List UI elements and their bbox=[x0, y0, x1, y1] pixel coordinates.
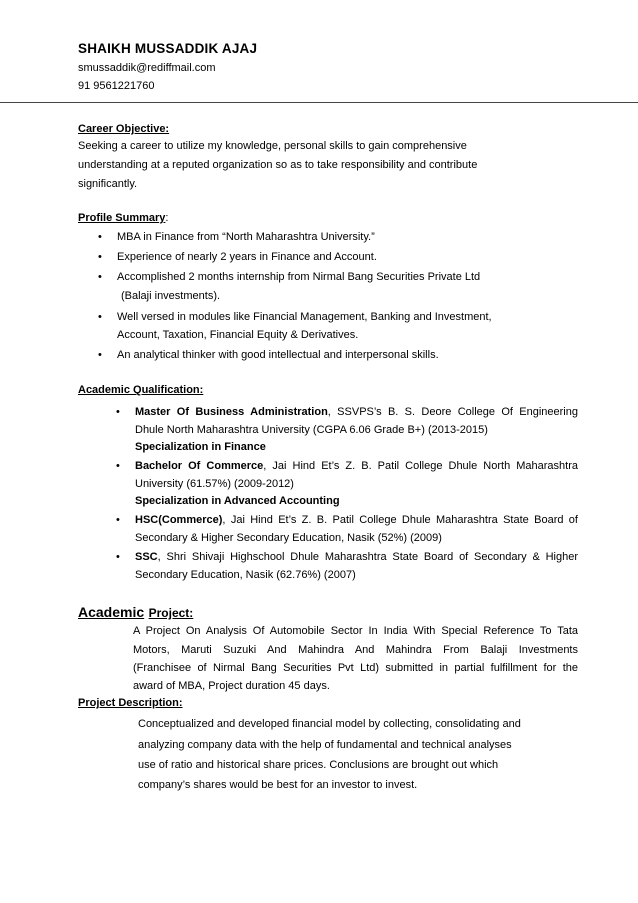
profile-summary-colon: : bbox=[165, 212, 169, 224]
bullet-icon: • bbox=[116, 406, 120, 418]
profile-summary-item-text: Experience of nearly 2 years in Finance and Account. bbox=[117, 251, 377, 263]
academic-project-heading-part2: Project: bbox=[148, 606, 194, 620]
academic-project-heading bbox=[78, 604, 193, 622]
academic-project-line-4: award of MBA, Project duration 45 days. bbox=[133, 680, 330, 692]
bullet-icon: • bbox=[98, 311, 102, 323]
candidate-phone: 91 9561221760 bbox=[78, 80, 155, 92]
bullet-icon: • bbox=[98, 349, 102, 361]
qualification-degree: Master Of Business Administration bbox=[135, 406, 328, 418]
academic-project-line-2: Motors, Maruti Suzuki And Mahindra And Mahindra From Balaji Investments bbox=[133, 644, 578, 656]
career-objective-heading: Career Objective: bbox=[78, 123, 170, 135]
qualification-detail: University (61.57%) (2009-2012) bbox=[135, 478, 294, 490]
career-objective-line-3: significantly. bbox=[78, 178, 138, 190]
profile-summary-item-text: MBA in Finance from “North Maharashtra University.” bbox=[117, 231, 375, 243]
academic-project-heading-part1: Academic bbox=[78, 604, 145, 620]
project-description-heading: Project Description: bbox=[78, 697, 183, 709]
bullet-icon: • bbox=[98, 251, 102, 263]
project-description-line-1: Conceptualized and developed financial model by collecting, consolidating and bbox=[138, 718, 521, 730]
qualification-specialization-text: Specialization in Advanced Accounting bbox=[135, 495, 340, 507]
academic-qualification-heading: Academic Qualification: bbox=[78, 384, 204, 396]
qualification-institution: , Jai Hind Et’s Z. B. Patil College Dhule North Maharashtra bbox=[263, 460, 579, 472]
qualification-institution: , Shri Shivaji Highschool Dhule Maharashtra State Board of Secondary & Higher bbox=[157, 551, 578, 563]
qualification-specialization-text: Specialization in Finance bbox=[135, 441, 266, 453]
qualification-institution: , SSVPS’s B. S. Deore College Of Engineering bbox=[327, 406, 578, 418]
qualification-institution: , Jai Hind Et’s Z. B. Patil College Dhule Maharashtra State Board of bbox=[222, 514, 578, 526]
profile-summary-heading-row bbox=[78, 209, 168, 228]
profile-summary-item-text: Accomplished 2 months internship from Nirmal Bang Securities Private Ltd bbox=[117, 271, 481, 283]
profile-summary-item bbox=[98, 268, 481, 287]
qualification-item bbox=[116, 548, 578, 567]
qualification-specialization bbox=[135, 438, 266, 457]
profile-summary-item bbox=[98, 346, 439, 365]
qualification-degree: SSC bbox=[135, 551, 158, 563]
profile-summary-heading: Profile Summary bbox=[78, 212, 166, 224]
qualification-degree: Bachelor Of Commerce bbox=[135, 460, 264, 472]
project-description-line-4: company’s shares would be best for an investor to invest. bbox=[138, 779, 418, 791]
bullet-icon: • bbox=[116, 551, 120, 563]
qualification-item bbox=[116, 511, 578, 530]
profile-summary-item-text: Well versed in modules like Financial Management, Banking and Investment, bbox=[117, 311, 492, 323]
profile-summary-item bbox=[98, 228, 375, 247]
header-divider bbox=[0, 102, 638, 103]
profile-summary-item-text: An analytical thinker with good intellectual and interpersonal skills. bbox=[117, 349, 439, 361]
project-description-line-3: use of ratio and historical share prices. Conclusions are brought out which bbox=[138, 759, 499, 771]
career-objective-line-1: Seeking a career to utilize my knowledge, personal skills to gain comprehensive bbox=[78, 140, 467, 152]
profile-summary-item-continuation: (Balaji investments). bbox=[121, 290, 221, 302]
qualification-specialization bbox=[135, 492, 340, 511]
bullet-icon: • bbox=[116, 514, 120, 526]
profile-summary-item bbox=[98, 308, 492, 327]
career-objective-line-2: understanding at a reputed organization so as to take responsibility and contribute bbox=[78, 159, 478, 171]
qualification-detail: Secondary & Higher Secondary Education, Nasik (52%) (2009) bbox=[135, 532, 442, 544]
bullet-icon: • bbox=[98, 271, 102, 283]
qualification-detail: Dhule North Maharashtra University (CGPA 6.06 Grade B+) (2013-2015) bbox=[135, 424, 488, 436]
academic-project-line-1: A Project On Analysis Of Automobile Sector In India With Special Reference To Tata bbox=[133, 625, 578, 637]
qualification-item bbox=[116, 403, 578, 422]
bullet-icon: • bbox=[116, 460, 120, 472]
bullet-icon: • bbox=[98, 231, 102, 243]
qualification-detail: Secondary Education, Nasik (62.76%) (2007) bbox=[135, 569, 356, 581]
qualification-degree: HSC(Commerce) bbox=[135, 514, 223, 526]
candidate-name: SHAIKH MUSSADDIK AJAJ bbox=[78, 41, 258, 56]
candidate-email: smussaddik@rediffmail.com bbox=[78, 62, 216, 74]
academic-project-line-3: (Franchisee of Nirmal Bang Securities Pvt Ltd) submitted in partial fulfillment for the bbox=[133, 662, 578, 674]
project-description-line-2: analyzing company data with the help of fundamental and technical analyses bbox=[138, 739, 512, 751]
profile-summary-item-continuation: Account, Taxation, Financial Equity & Derivatives. bbox=[117, 329, 359, 341]
qualification-item bbox=[116, 457, 579, 476]
profile-summary-item bbox=[98, 248, 377, 267]
